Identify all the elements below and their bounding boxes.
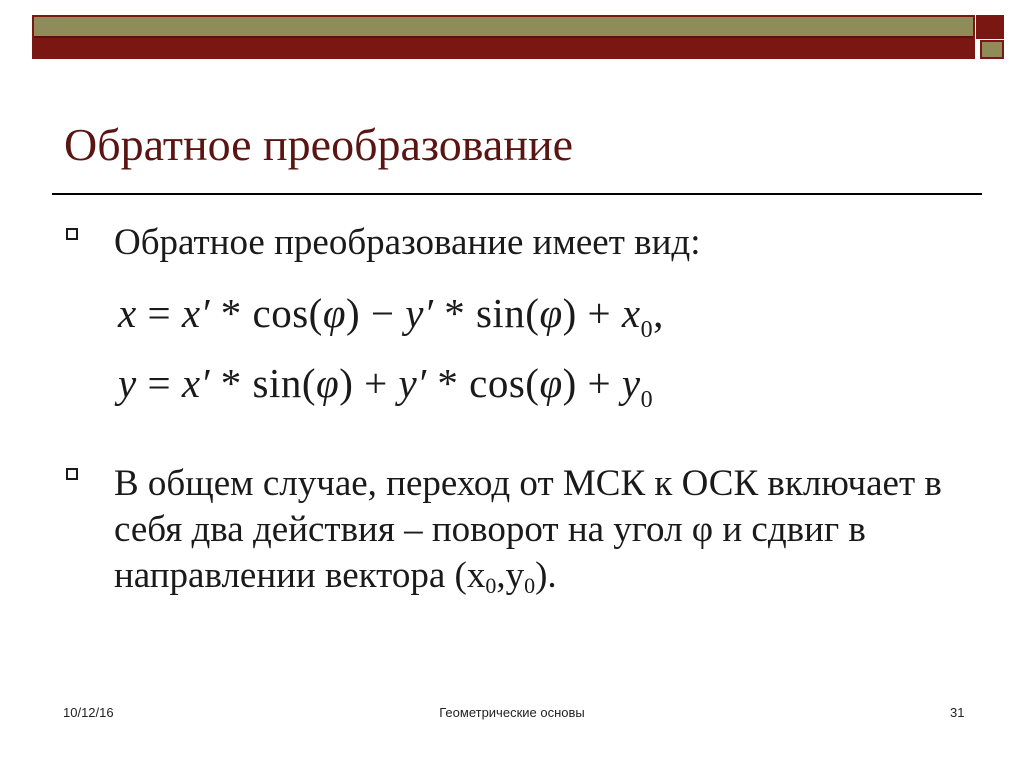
bullet-2-end: ). <box>535 555 557 596</box>
bullet-square-icon <box>66 228 78 240</box>
bullet-2-main: В общем случае, переход от МСК к ОСК включает в себя два действия – поворот на угол φ и сдвиг в направлении вектора (x <box>114 463 942 596</box>
formula-var: x <box>118 290 137 336</box>
header-bar-stripe <box>34 17 973 38</box>
formula-subscript: 0 <box>640 317 654 343</box>
formula-var: x′ <box>181 360 210 406</box>
formula-op: = <box>136 290 182 336</box>
bullet-square-icon <box>66 468 78 480</box>
formula-op: = <box>136 360 182 406</box>
formula-var: x <box>621 290 641 336</box>
bullet-text-1: Обратное преобразование имеет вид: <box>114 222 701 263</box>
formula-var: y <box>118 360 137 406</box>
formula-var: y′ <box>405 290 434 336</box>
formula-var: φ <box>539 290 563 336</box>
formula-op: * cos( <box>426 360 540 406</box>
subscript: 0 <box>485 573 497 598</box>
bullet-2-mid: ,y <box>496 555 525 596</box>
formula-op: ) + <box>562 360 622 406</box>
formula-line-2 <box>118 359 654 413</box>
bullet-text-2 <box>114 461 974 603</box>
formula-op: * sin( <box>433 290 540 336</box>
formula-var: φ <box>539 360 563 406</box>
formula-op: * cos( <box>210 290 323 336</box>
formula-var: y <box>621 360 641 406</box>
footer-date: 10/12/16 <box>63 705 114 720</box>
footer-page-number: 31 <box>950 705 965 720</box>
formula-var: x′ <box>181 290 210 336</box>
corner-box-bottom <box>980 40 1004 59</box>
header-bar <box>32 15 975 59</box>
formula-op: ) − <box>346 290 406 336</box>
formula-var: φ <box>316 360 340 406</box>
formula-line-1 <box>118 289 664 343</box>
formula-op: ) + <box>339 360 399 406</box>
title-divider <box>52 193 982 195</box>
formula-op: , <box>653 290 664 336</box>
formula-var: φ <box>322 290 346 336</box>
slide-title: Обратное преобразование <box>64 119 573 170</box>
formula-op: ) + <box>562 290 622 336</box>
footer-title: Геометрические основы <box>439 705 585 720</box>
formula-subscript: 0 <box>640 387 654 413</box>
formula-var: y′ <box>398 360 427 406</box>
subscript: 0 <box>524 573 536 598</box>
formula-op: * sin( <box>210 360 316 406</box>
corner-box-top <box>976 15 1004 39</box>
